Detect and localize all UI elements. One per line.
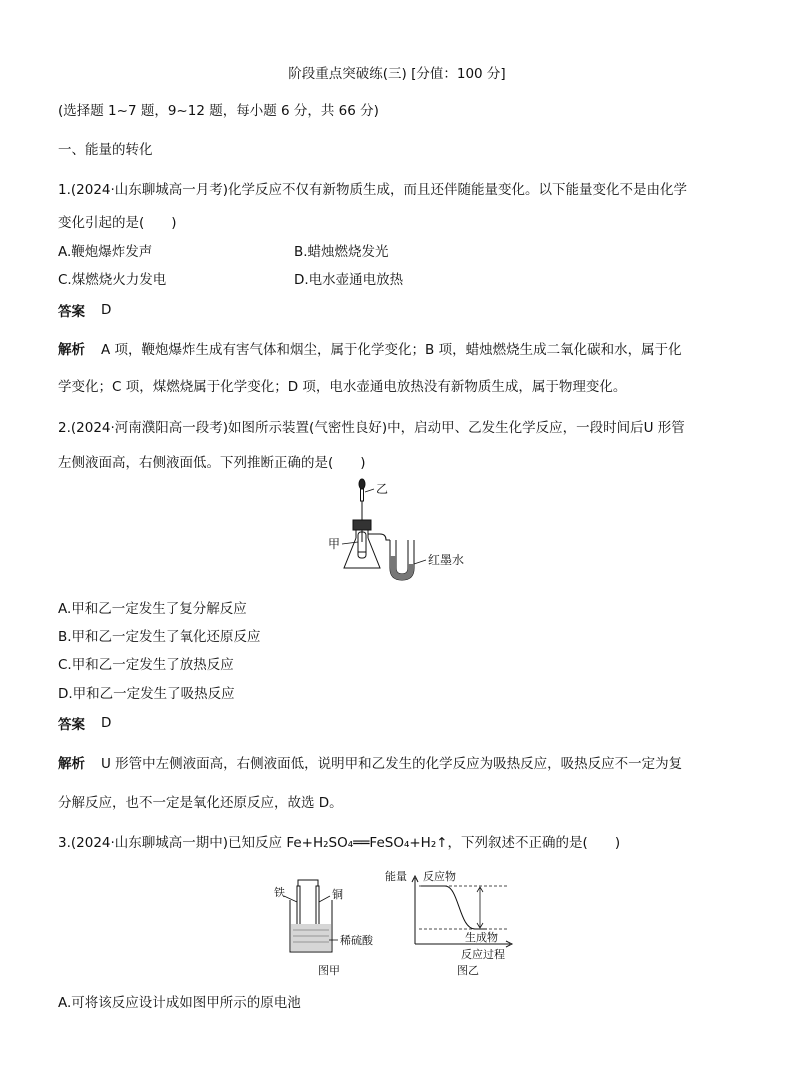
q1-option-b: B.蜡烛燃烧发光 <box>294 244 389 260</box>
axis-process-label: 反应过程 <box>461 948 505 961</box>
q1-stem-line1: 1.(2024·山东聊城高一月考)化学反应不仅有新物质生成，而且还伴随能量变化。以下能量变化不是由化学 <box>58 182 688 198</box>
q1-analysis-line1: A 项，鞭炮爆炸生成有害气体和烟尘，属于化学变化；B 项，蜡烛燃烧生成二氧化碳和水，属于化 <box>101 342 682 358</box>
q3-figure-yi <box>385 866 530 978</box>
q2-analysis-line1: U 形管中左侧液面高，右侧液面低，说明甲和乙发生的化学反应为吸热反应，吸热反应不一定为复 <box>101 756 683 772</box>
q2-apparatus-figure <box>320 476 480 586</box>
q2-option-a: A.甲和乙一定发生了复分解反应 <box>58 601 247 617</box>
flask-icon <box>344 520 380 568</box>
q2-analysis-label: 解析 <box>58 756 85 772</box>
label-jia: 甲 <box>328 537 341 551</box>
q2-answer-value: D <box>101 715 112 731</box>
section-heading: 一、能量的转化 <box>58 142 153 158</box>
q1-option-a: A.鞭炮爆炸发声 <box>58 244 153 260</box>
label-product: 生成物 <box>465 931 498 944</box>
q2-analysis-line2: 分解反应，也不一定是氧化还原反应，故选 D。 <box>58 795 343 811</box>
q2-option-d: D.甲和乙一定发生了吸热反应 <box>58 686 235 702</box>
energy-difference-arrow <box>477 887 483 928</box>
q1-answer-value: D <box>101 302 112 318</box>
axis-energy-label: 能量 <box>385 870 407 883</box>
label-iron: 铁 <box>274 886 285 899</box>
q1-stem-line2: 变化引起的是( ) <box>58 215 177 231</box>
q2-answer-label: 答案 <box>58 717 85 733</box>
q2-stem-line2: 左侧液面高，右侧液面低。下列推断正确的是( ) <box>58 455 366 471</box>
acid-liquid <box>291 924 331 951</box>
label-copper: 铜 <box>332 888 343 901</box>
label-dilute-acid: 稀硫酸 <box>340 934 373 947</box>
q3-stem: 3.(2024·山东聊城高一期中)已知反应 Fe+H₂SO₄══FeSO₄+H₂↑，下列叙述不正确的是( ) <box>58 835 621 851</box>
q1-analysis-line2: 学变化；C 项，煤燃烧属于化学变化；D 项，电水壶通电放热没有新物质生成，属于物理变化。 <box>58 379 627 395</box>
q1-option-c: C.煤燃烧火力发电 <box>58 272 167 288</box>
q3-option-a: A.可将该反应设计成如图甲所示的原电池 <box>58 995 301 1011</box>
q2-stem-line1: 2.(2024·河南濮阳高一段考)如图所示装置(气密性良好)中，启动甲、乙发生化学反应，一段时间后U 形管 <box>58 420 685 436</box>
scoring-note: (选择题 1~7 题，9~12 题，每小题 6 分，共 66 分) <box>58 103 379 119</box>
energy-curve <box>421 886 487 929</box>
q1-answer-label: 答案 <box>58 304 85 320</box>
label-yi: 乙 <box>376 482 389 496</box>
u-tube-icon <box>368 534 414 580</box>
q1-analysis-label: 解析 <box>58 342 85 358</box>
caption-fig-yi: 图乙 <box>457 964 479 977</box>
caption-fig-jia: 图甲 <box>318 964 340 977</box>
q2-option-b: B.甲和乙一定发生了氧化还原反应 <box>58 629 261 645</box>
q2-option-c: C.甲和乙一定发生了放热反应 <box>58 657 234 673</box>
q1-option-d: D.电水壶通电放热 <box>294 272 404 288</box>
label-reactant: 反应物 <box>423 870 456 883</box>
page-title: 阶段重点突破练(三) [分值：100 分] <box>288 66 506 82</box>
label-red-ink: 红墨水 <box>428 553 465 567</box>
